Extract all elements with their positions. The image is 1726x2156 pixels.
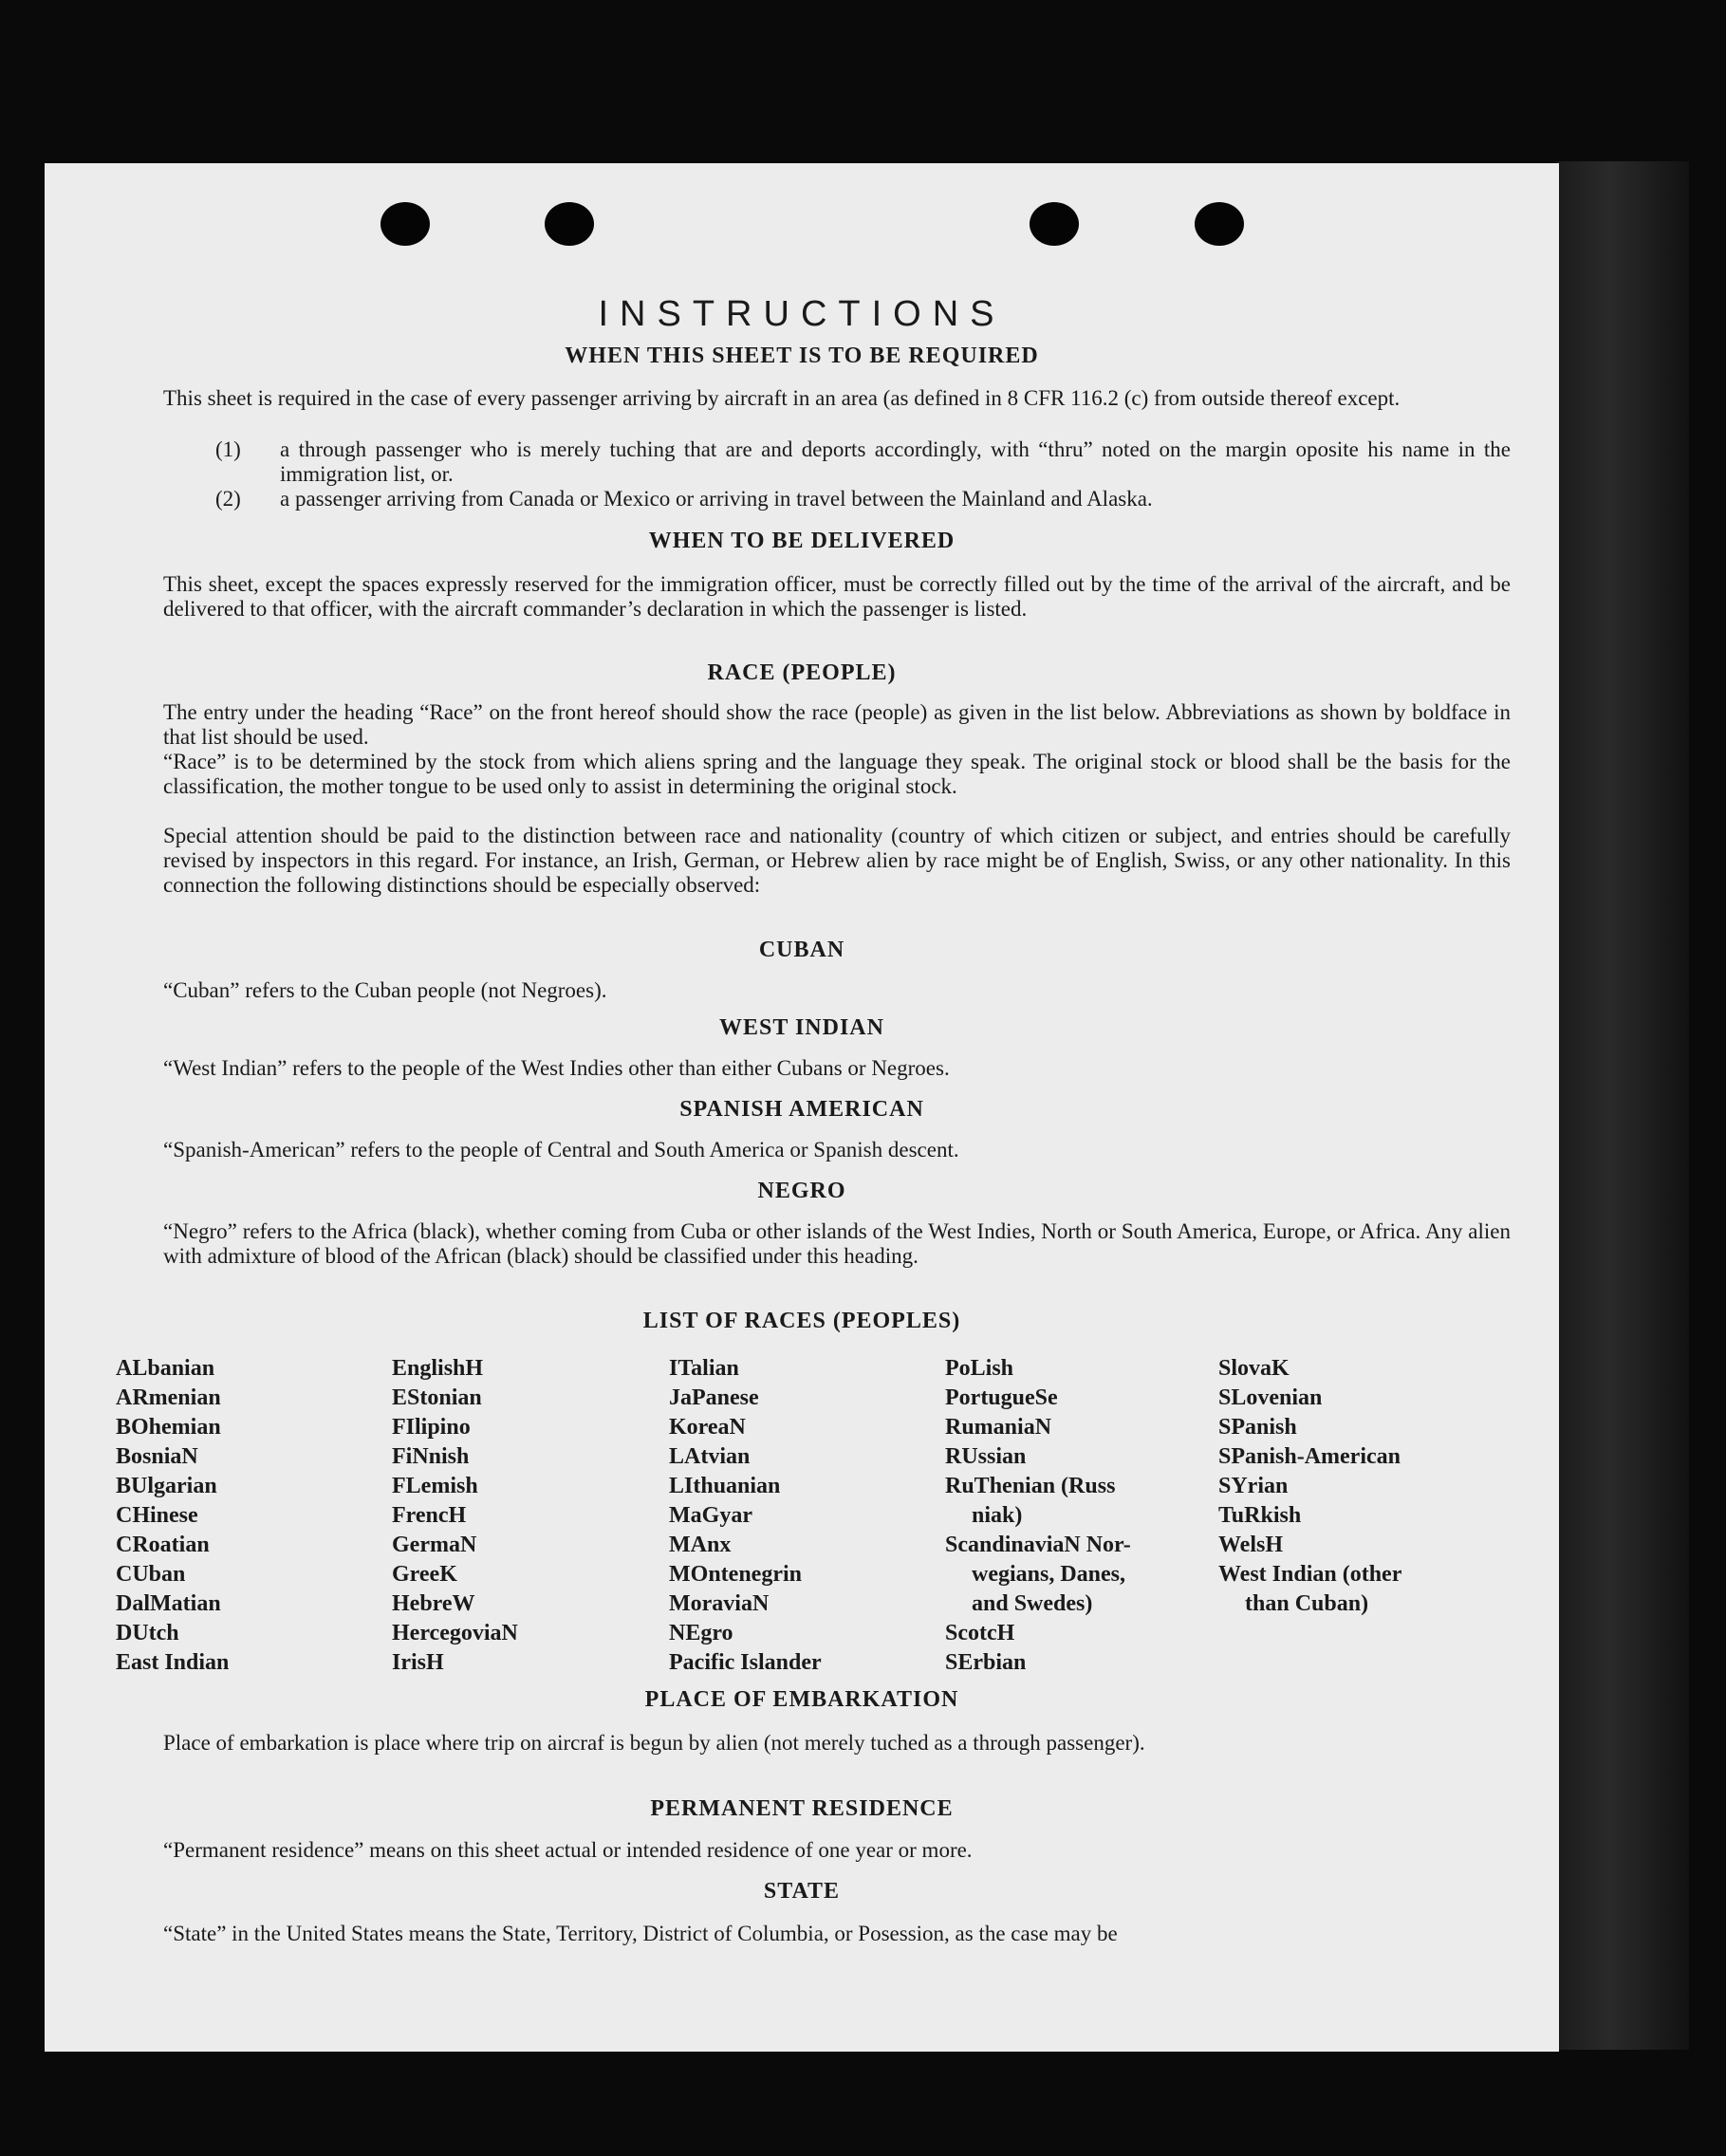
- race-entry: West Indian (other: [1218, 1562, 1402, 1587]
- race-entry: WelsH: [1218, 1533, 1284, 1557]
- race-entry: ALbanian: [116, 1356, 215, 1381]
- embarkation-text: Place of embarkation is place where trip on aircraf is begun by alien (not merely tuched as a through passenger).: [163, 1731, 1145, 1755]
- race-entry: FiNnish: [392, 1444, 470, 1469]
- race-paragraph-1: The entry under the heading “Race” on the front hereof should show the race (people) as given in the list below. Abbreviations as shown by boldface in that list should be used.: [163, 700, 1511, 749]
- exception-item-1: [215, 437, 1511, 487]
- race-entry: LIthuanian: [669, 1474, 781, 1498]
- race-entry: PortugueSe: [945, 1385, 1058, 1410]
- page-title: INSTRUCTIONS: [598, 294, 1006, 334]
- race-entry: SLovenian: [1218, 1385, 1323, 1410]
- race-entry: FLemish: [392, 1474, 478, 1498]
- race-column-4: [945, 1354, 1216, 1678]
- race-entry: GreeK: [392, 1562, 457, 1587]
- race-entry: CRoatian: [116, 1533, 210, 1557]
- race-entry: DalMatian: [116, 1591, 221, 1616]
- race-entry: HercegoviaN: [392, 1621, 518, 1645]
- race-entry: FrencH: [392, 1503, 467, 1528]
- race-entry: SPanish: [1218, 1415, 1297, 1440]
- race-list: [116, 1354, 1530, 1677]
- race-column-5: [1218, 1354, 1489, 1619]
- punch-hole-4: [1195, 202, 1244, 246]
- race-entry-continuation: and Swedes): [972, 1591, 1093, 1616]
- race-entry: LAtvian: [669, 1444, 751, 1469]
- race-entry: BUlgarian: [116, 1474, 217, 1498]
- race-entry: TuRkish: [1218, 1503, 1302, 1528]
- race-entry: NEgro: [669, 1621, 733, 1645]
- heading-negro: NEGRO: [757, 1179, 846, 1203]
- scanner-edge-shadow: [1556, 161, 1689, 2050]
- cuban-text: “Cuban” refers to the Cuban people (not Negroes).: [163, 978, 607, 1002]
- heading-west-indian: WEST INDIAN: [719, 1015, 884, 1040]
- race-entry: EnglishH: [392, 1356, 484, 1381]
- race-entry: ScotcH: [945, 1621, 1015, 1645]
- race-entry: EStonian: [392, 1385, 482, 1410]
- when-required-intro: This sheet is required in the case of every passenger arriving by aircraft in an area (as defined in 8 CFR 116.2 (c) from outside thereof except.: [163, 386, 1401, 410]
- punch-hole-3: [1030, 202, 1079, 246]
- race-entry: MOntenegrin: [669, 1562, 802, 1587]
- instruction-sheet: [45, 163, 1559, 2052]
- race-column-1: [116, 1354, 386, 1678]
- heading-race: RACE (PEOPLE): [707, 660, 897, 685]
- race-entry: BOhemian: [116, 1415, 221, 1440]
- race-entry: BosniaN: [116, 1444, 198, 1469]
- race-entry: ITalian: [669, 1356, 739, 1381]
- exception-text: a through passenger who is merely tuching that are and deports accordingly, with “thru” noted on the margin oposite his name in the immigration list, or.: [280, 437, 1511, 486]
- race-entry: GermaN: [392, 1533, 477, 1557]
- heading-permanent-residence: PERMANENT RESIDENCE: [650, 1796, 954, 1821]
- race-entry: RUssian: [945, 1444, 1027, 1469]
- race-entry: East Indian: [116, 1650, 230, 1675]
- race-entry: SErbian: [945, 1650, 1027, 1675]
- race-entry: Pacific Islander: [669, 1650, 822, 1675]
- race-entry: SYrian: [1218, 1474, 1289, 1498]
- race-entry: RuThenian (Russ: [945, 1474, 1116, 1498]
- race-entry: SPanish-American: [1218, 1444, 1401, 1469]
- race-entry: CUban: [116, 1562, 186, 1587]
- exception-item-2: [215, 487, 1511, 511]
- punch-hole-2: [545, 202, 594, 246]
- when-delivered-text: This sheet, except the spaces expressly reserved for the immigration officer, must be correctly filled out by the time of the arrival of the aircraft, and be delivered to that officer, with the aircraft commander’s declaration in which the passenger is listed.: [163, 572, 1511, 621]
- negro-text: “Negro” refers to the Africa (black), whether coming from Cuba or other islands of the West Indies, North or South America, Europe, or Africa. Any alien with admixture of blood of the African (black) should be classified under this heading.: [163, 1219, 1511, 1268]
- exception-text: a passenger arriving from Canada or Mexico or arriving in travel between the Mainland and Alaska.: [280, 487, 1153, 511]
- race-entry: MAnx: [669, 1533, 732, 1557]
- race-entry: CHinese: [116, 1503, 198, 1528]
- heading-when-required: WHEN THIS SHEET IS TO BE REQUIRED: [565, 344, 1039, 368]
- heading-when-delivered: WHEN TO BE DELIVERED: [648, 529, 956, 553]
- race-entry: JaPanese: [669, 1385, 759, 1410]
- spanish-american-text: “Spanish-American” refers to the people of Central and South America or Spanish descent.: [163, 1138, 959, 1162]
- heading-cuban: CUBAN: [758, 938, 845, 962]
- race-entry-continuation: niak): [972, 1503, 1023, 1528]
- race-entry: RumaniaN: [945, 1415, 1052, 1440]
- race-entry: FIlipino: [392, 1415, 471, 1440]
- heading-spanish-american: SPANISH AMERICAN: [679, 1097, 924, 1122]
- permanent-residence-text: “Permanent residence” means on this sheet actual or intended residence of one year or more.: [163, 1838, 973, 1862]
- race-column-2: [392, 1354, 662, 1678]
- race-entry: IrisH: [392, 1650, 444, 1675]
- race-entry: SlovaK: [1218, 1356, 1290, 1381]
- exception-number: (2): [215, 487, 241, 511]
- heading-list-of-races: LIST OF RACES (PEOPLES): [642, 1309, 961, 1333]
- race-entry: KoreaN: [669, 1415, 746, 1440]
- race-entry: MoraviaN: [669, 1591, 770, 1616]
- race-entry-continuation: wegians, Danes,: [972, 1562, 1126, 1587]
- heading-embarkation: PLACE OF EMBARKATION: [644, 1687, 959, 1712]
- race-entry: HebreW: [392, 1591, 475, 1616]
- race-entry: ScandinaviaN Nor-: [945, 1533, 1131, 1557]
- race-paragraph-2: “Race” is to be determined by the stock from which aliens spring and the language they speak. The original stock or blood shall be the basis for the classification, the mother tongue to be used only to assist in determining the original stock.: [163, 750, 1511, 798]
- race-entry: PoLish: [945, 1356, 1014, 1381]
- race-entry: ARmenian: [116, 1385, 221, 1410]
- heading-state: STATE: [763, 1879, 841, 1904]
- punch-hole-1: [380, 202, 430, 246]
- west-indian-text: “West Indian” refers to the people of the West Indies other than either Cubans or Negroes.: [163, 1056, 950, 1080]
- state-text: “State” in the United States means the State, Territory, District of Columbia, or Posession, as the case may be: [163, 1922, 1118, 1945]
- exception-number: (1): [215, 437, 241, 461]
- race-column-3: [669, 1354, 939, 1678]
- race-entry-continuation: than Cuban): [1245, 1591, 1369, 1616]
- race-entry: MaGyar: [669, 1503, 752, 1528]
- race-paragraph-3: Special attention should be paid to the distinction between race and nationality (country of which citizen or subject, and entries should be carefully revised by inspectors in this regard. For instance, an Irish, German, or Hebrew alien by race might be of English, Swiss, or any other nationality. In this connection the following distinctions should be especially observed:: [163, 824, 1511, 897]
- race-entry: DUtch: [116, 1621, 179, 1645]
